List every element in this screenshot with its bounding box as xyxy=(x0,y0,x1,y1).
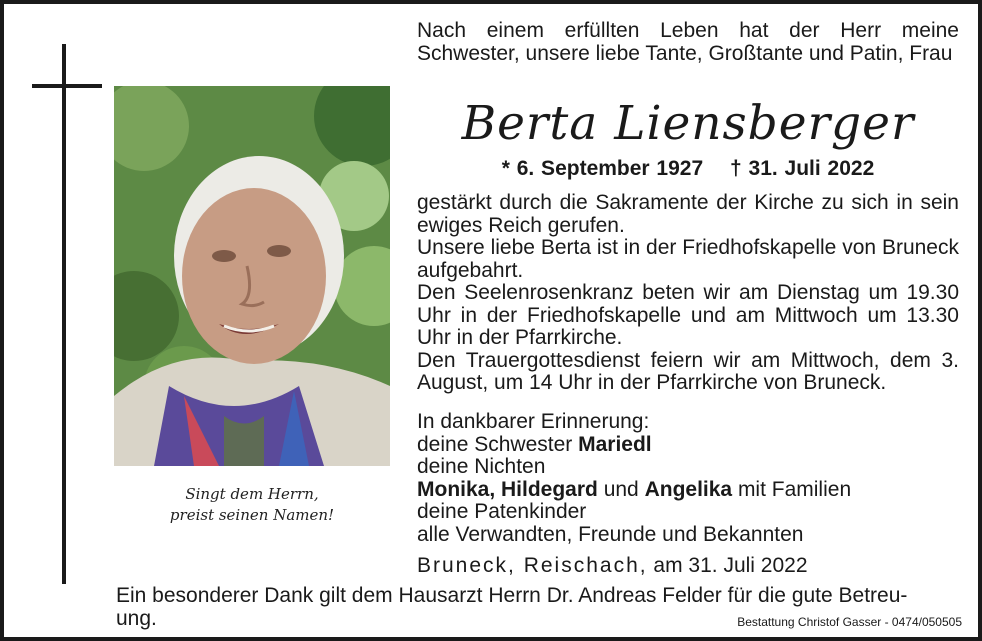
mourners-heading: In dankbarer Erinnerung: xyxy=(417,410,650,433)
paragraph-called-home: gestärkt durch die Sakramente der Kirche zu sich in sein ewiges Reich gerufen. xyxy=(417,191,959,237)
paragraph-funeral-mass: Den Trauergottesdienst feiern wir am Mittwoch, dem 3. August, um 14 Uhr in der Pfarrkirche von Bruneck. xyxy=(417,348,959,394)
place-and-date xyxy=(417,555,808,577)
portrait-photo xyxy=(114,86,390,466)
notice-date: am 31. Juli 2022 xyxy=(647,554,808,577)
announcement-text xyxy=(417,192,959,395)
mourners-list xyxy=(417,411,959,546)
mourner-sister: deine Schwester Mariedl xyxy=(417,432,652,456)
mourner-others: alle Verwandten, Freunde und Bekannten xyxy=(417,522,804,546)
cross-icon-bar xyxy=(32,84,102,88)
place: Bruneck, Reischach, xyxy=(417,554,648,577)
mourner-godchildren: deine Patenkinder xyxy=(417,500,587,523)
verse-line-2: preist seinen Namen! xyxy=(169,506,335,524)
intro-text: Nach einem erfüllten Leben hat der Herr meine Schwester, unsere liebe Tante, Großtante und Patin, Frau xyxy=(417,19,959,65)
paragraph-laid-out: Unsere liebe Berta ist in der Friedhofskapelle von Bruneck aufgebahrt. xyxy=(417,236,959,282)
cross-icon xyxy=(62,44,66,584)
mourner-nieces-label: deine Nichten xyxy=(417,455,546,478)
deceased-name: Berta Liensberger xyxy=(461,96,915,151)
undertaker-credit: Bestattung Christof Gasser - 0474/050505 xyxy=(737,615,962,629)
thanks-line-2: ung. xyxy=(116,606,157,630)
life-dates xyxy=(417,156,959,182)
bible-verse xyxy=(114,484,390,526)
mourner-nieces: Monika, Hildegard und Angelika mit Familien xyxy=(417,477,852,501)
thanks-line-1: Ein besonderer Dank gilt dem Hausarzt Herrn Dr. Andreas Felder für die gute Betreu- xyxy=(116,584,908,607)
verse-line-1: Singt dem Herrn, xyxy=(185,485,319,503)
birth-date: * 6. September 1927 xyxy=(501,157,704,180)
paragraph-rosary: Den Seelenrosenkranz beten wir am Dienstag um 19.30 Uhr in der Friedhofskapelle und am Mittwoch um 13.30 Uhr in der Pfarrkirche. xyxy=(417,281,959,349)
death-date: † 31. Juli 2022 xyxy=(730,157,875,180)
